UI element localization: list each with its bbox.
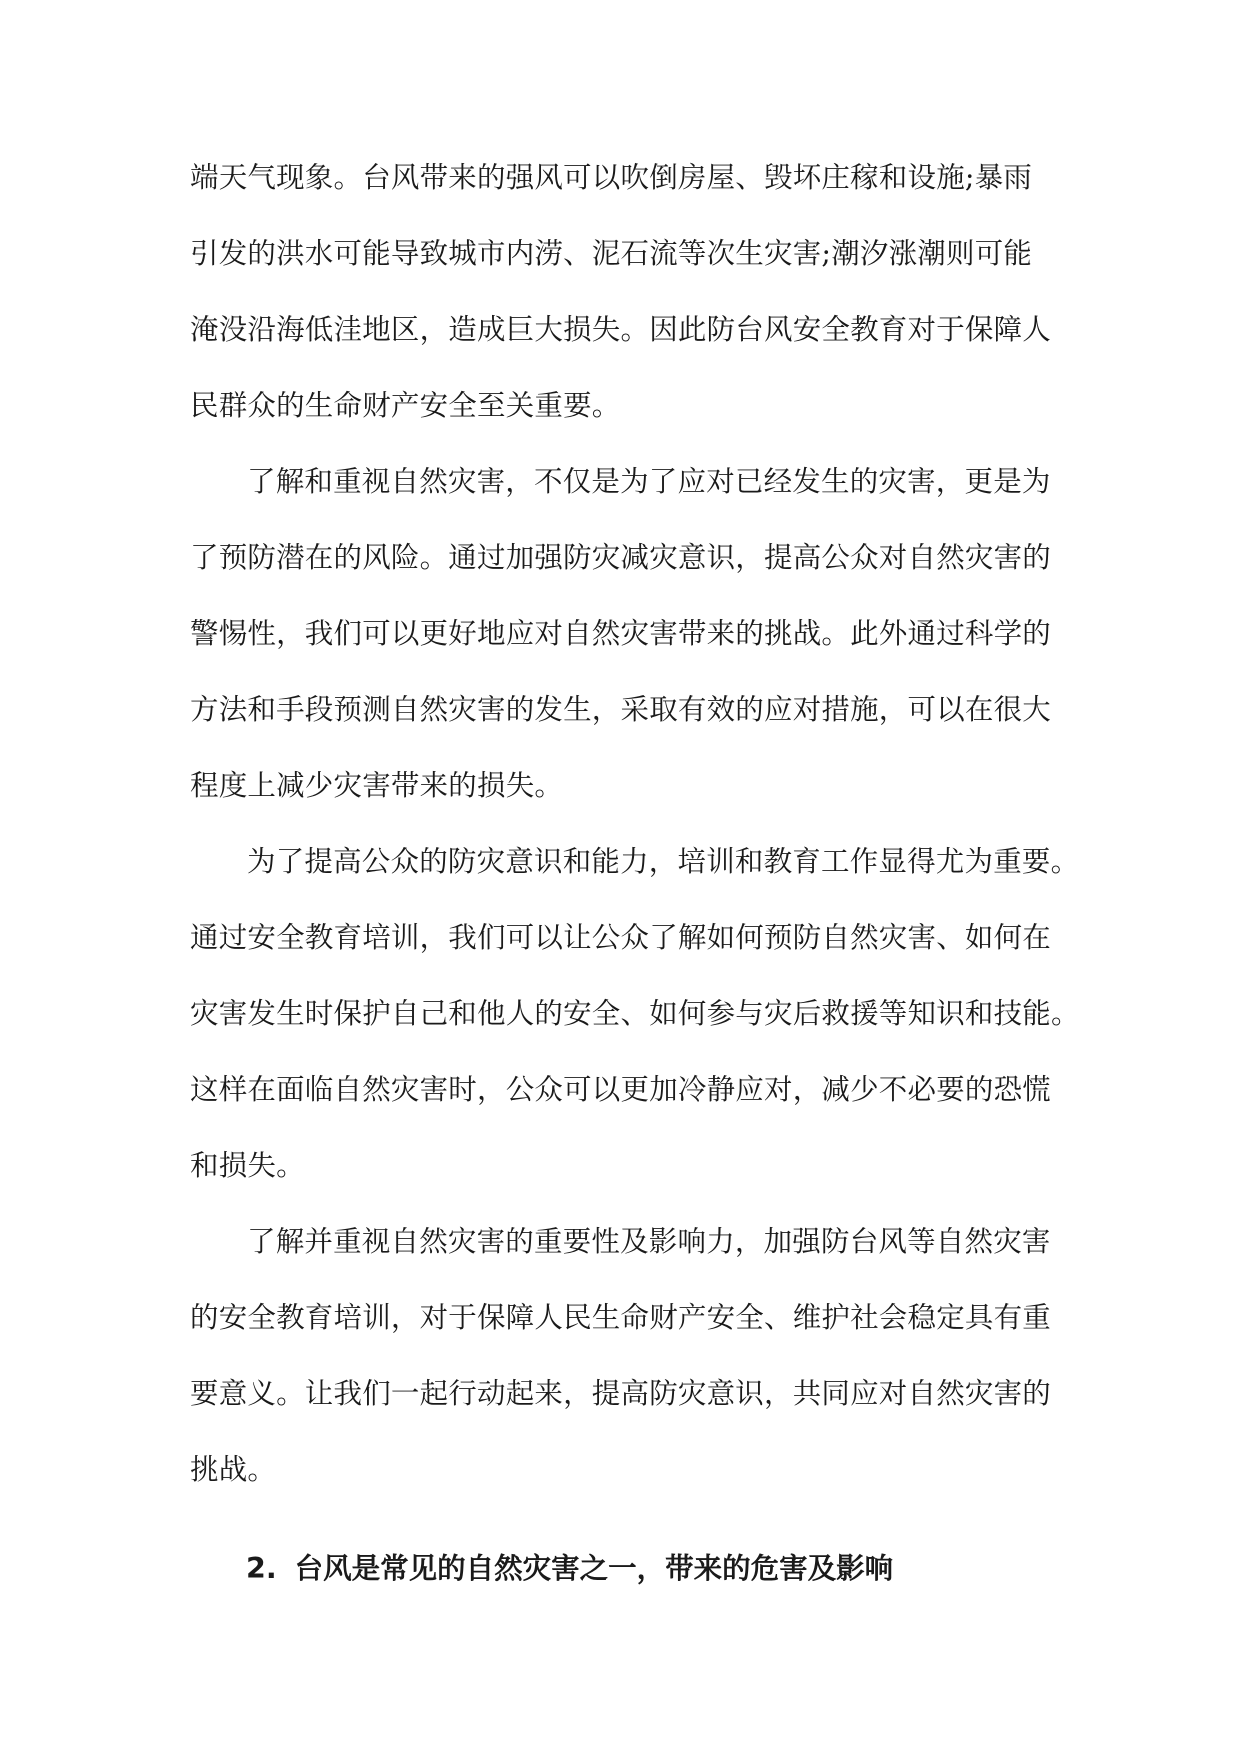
section-title: 台风是常见的自然灾害之一，带来的危害及影响 <box>294 1551 894 1585</box>
text-line: 端天气现象。台风带来的强风可以吹倒房屋、毁坏庄稼和设施;暴雨 <box>190 161 1033 194</box>
text-line: 和损失。 <box>190 1149 305 1182</box>
text-line: 程度上减少灾害带来的损失。 <box>190 769 564 802</box>
text-line: 方法和手段预测自然灾害的发生，采取有效的应对措施，可以在很大 <box>190 693 1052 726</box>
text-line: 了解并重视自然灾害的重要性及影响力，加强防台风等自然灾害 <box>247 1225 1051 1258</box>
text-line: 淹没沿海低洼地区，造成巨大损失。因此防台风安全教育对于保障人 <box>190 313 1052 346</box>
text-line: 挑战。 <box>190 1453 277 1486</box>
text-line: 为了提高公众的防灾意识和能力，培训和教育工作显得尤为重要。 <box>247 845 1080 878</box>
text-line: 灾害发生时保护自己和他人的安全、如何参与灾后救援等知识和技能。 <box>190 997 1080 1030</box>
section-number: 2. <box>246 1552 277 1585</box>
section-heading <box>246 1530 893 1606</box>
text-line: 的安全教育培训，对于保障人民生命财产安全、维护社会稳定具有重 <box>190 1301 1052 1334</box>
text-line: 通过安全教育培训，我们可以让公众了解如何预防自然灾害、如何在 <box>190 921 1052 954</box>
text-line: 了预防潜在的风险。通过加强防灾减灾意识，提高公众对自然灾害的 <box>190 541 1052 574</box>
text-line: 引发的洪水可能导致城市内涝、泥石流等次生灾害;潮汐涨潮则可能 <box>190 237 1033 270</box>
text-line: 这样在面临自然灾害时，公众可以更加冷静应对，减少不必要的恐慌 <box>190 1073 1052 1106</box>
text-line: 要意义。让我们一起行动起来，提高防灾意识，共同应对自然灾害的 <box>190 1377 1052 1410</box>
text-line: 警惕性，我们可以更好地应对自然灾害带来的挑战。此外通过科学的 <box>190 617 1052 650</box>
text-line: 了解和重视自然灾害，不仅是为了应对已经发生的灾害，更是为 <box>247 465 1051 498</box>
text-line: 民群众的生命财产安全至关重要。 <box>190 389 621 422</box>
